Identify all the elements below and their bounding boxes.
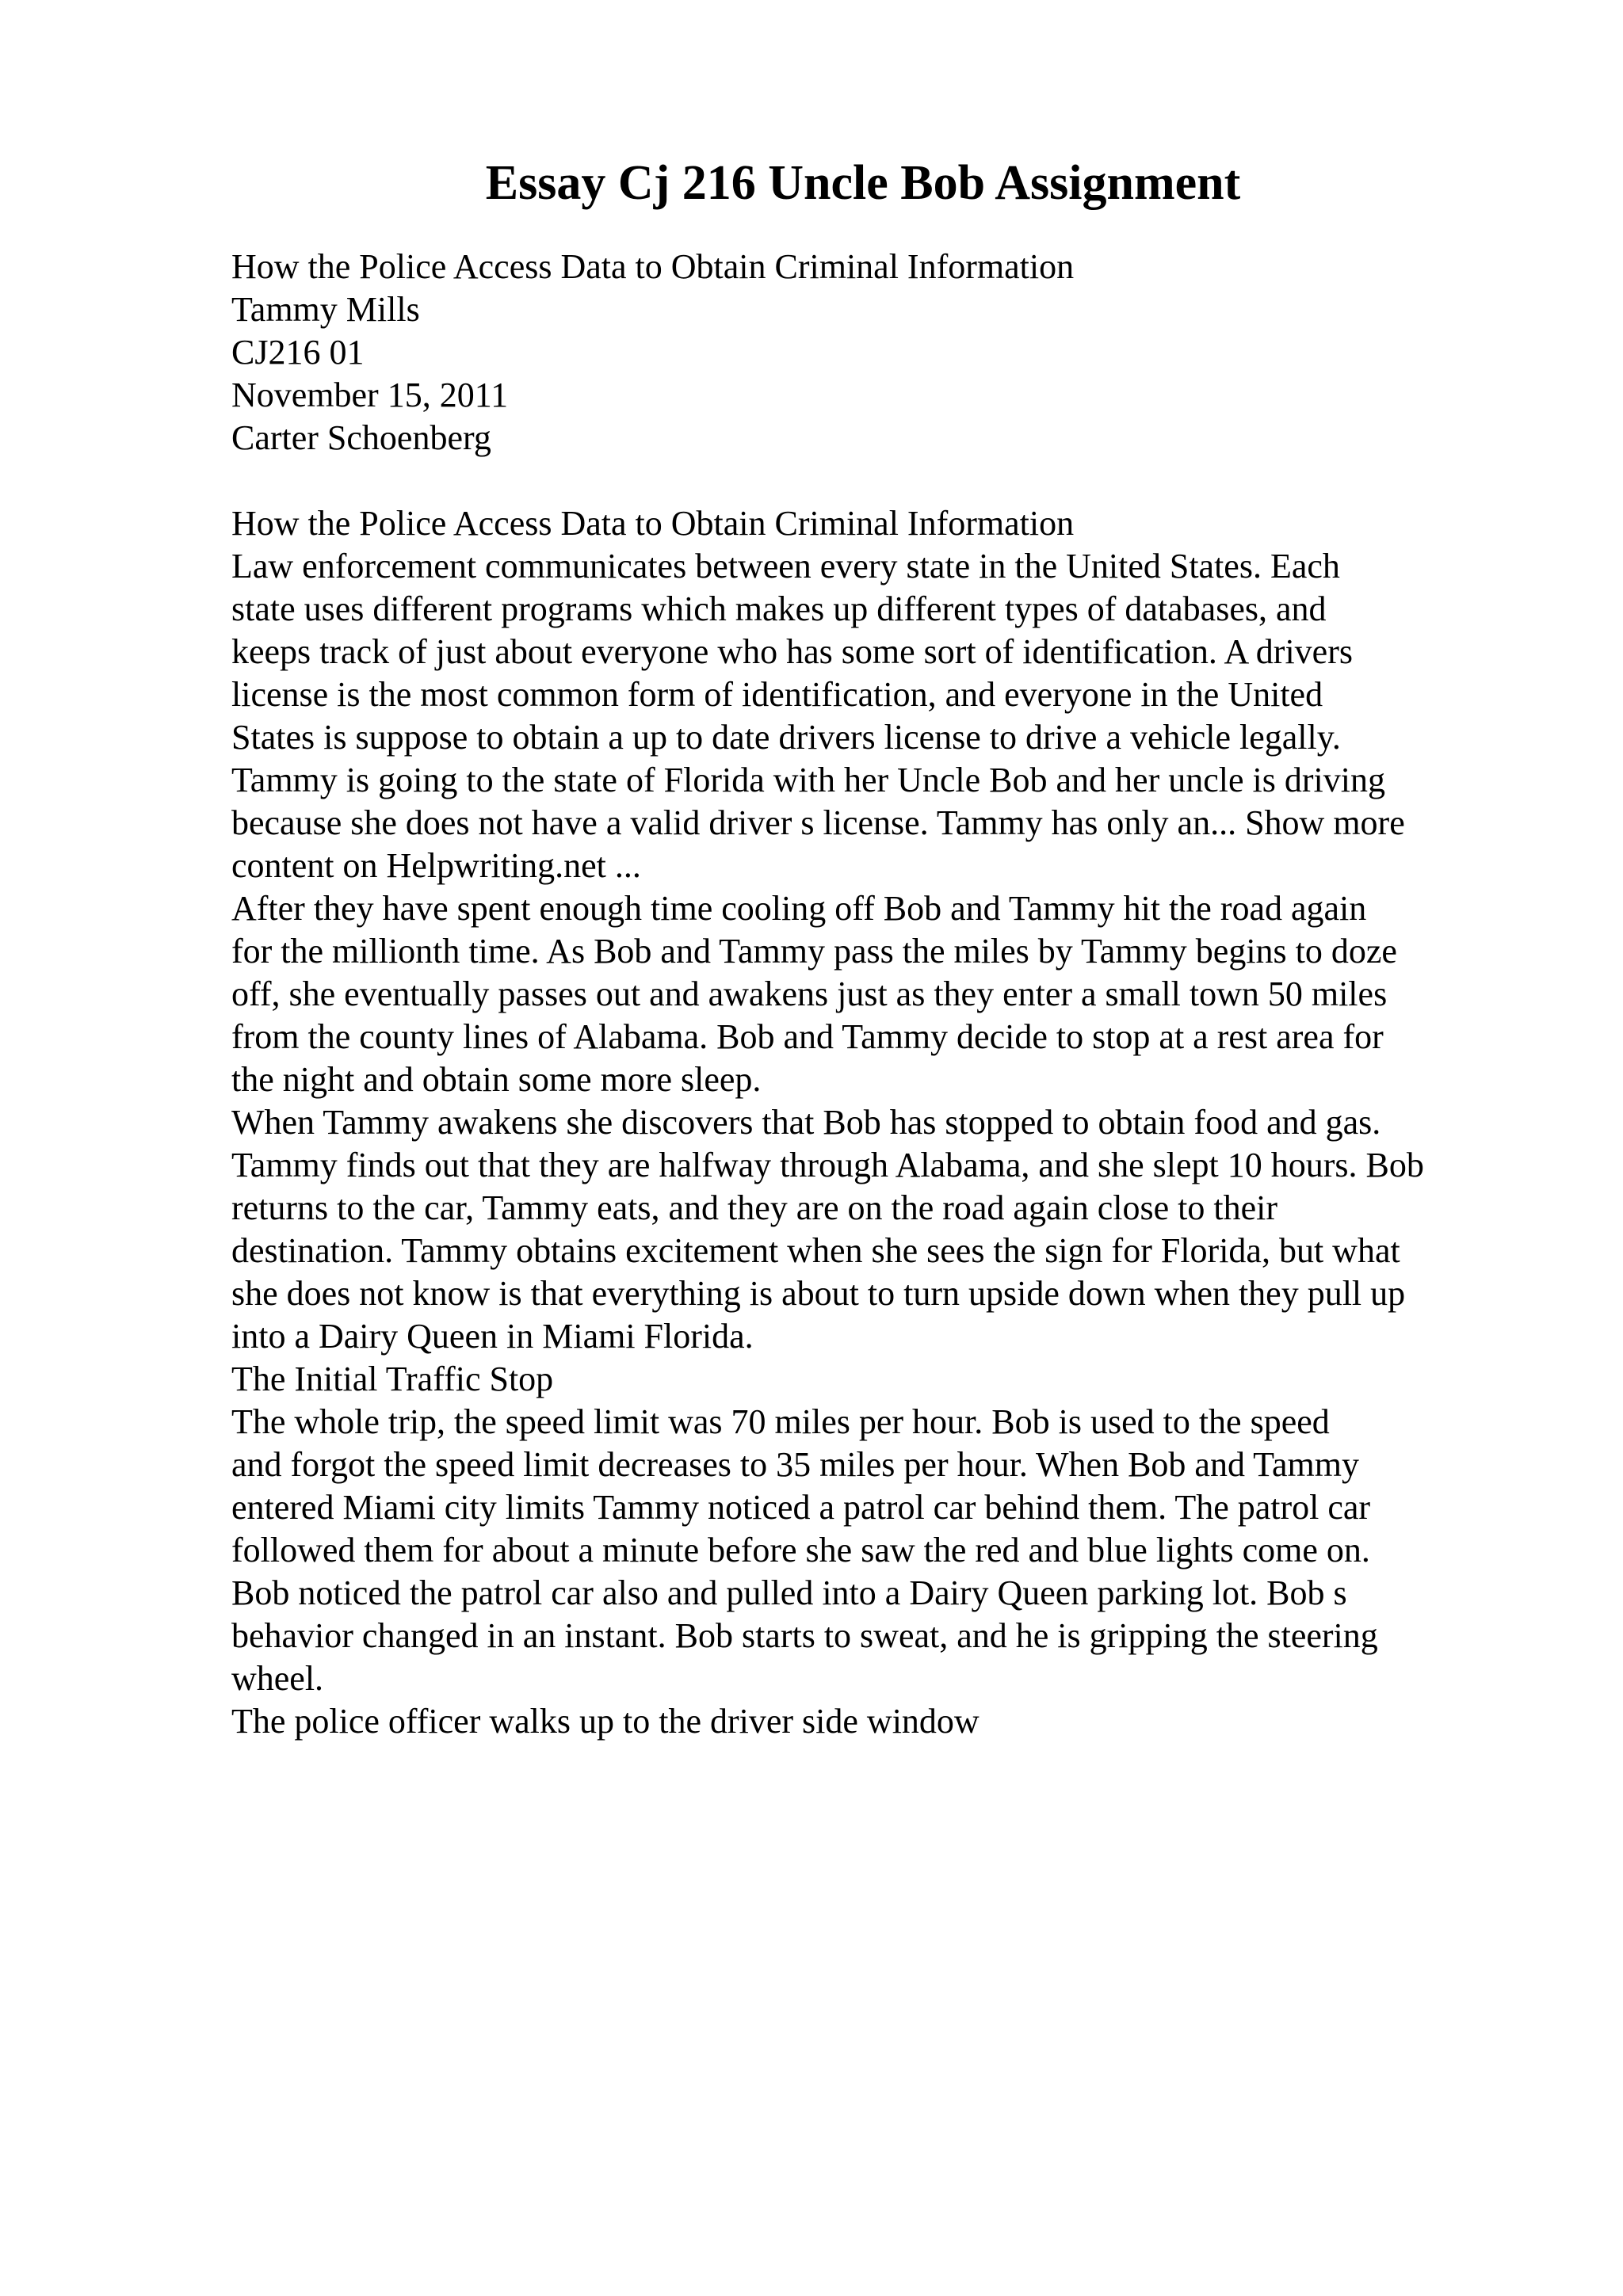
- body-line: The police officer walks up to the driver side window: [231, 1702, 980, 1741]
- body-line: and forgot the speed limit decreases to 35 miles per hour. When Bob and Tammy: [231, 1445, 1359, 1484]
- header-line: Tammy Mills: [231, 290, 420, 329]
- header-line: CJ216 01: [231, 333, 365, 372]
- body-line: the night and obtain some more sleep.: [231, 1060, 762, 1099]
- body-line: behavior changed in an instant. Bob starts to sweat, and he is gripping the steering: [231, 1616, 1378, 1655]
- header-line: November 15, 2011: [231, 376, 509, 414]
- header-line: How the Police Access Data to Obtain Criminal Information: [231, 247, 1075, 286]
- body-line-with-show-more: [231, 802, 1515, 845]
- document-content: [231, 246, 1515, 1743]
- body-line: Bob noticed the patrol car also and pulled into a Dairy Queen parking lot. Bob s: [231, 1573, 1347, 1612]
- body-line: Tammy finds out that they are halfway through Alabama, and she slept 10 hours. Bob: [231, 1146, 1424, 1184]
- body-line: for the millionth time. As Bob and Tammy pass the miles by Tammy begins to doze: [231, 932, 1397, 971]
- body-line: The whole trip, the speed limit was 70 miles per hour. Bob is used to the speed: [231, 1402, 1330, 1441]
- spacer: [231, 460, 1515, 502]
- show-more-link[interactable]: ... Show more: [1210, 803, 1405, 842]
- body-line: How the Police Access Data to Obtain Criminal Information: [231, 504, 1075, 543]
- body-line: because she does not have a valid driver s license. Tammy has only an: [231, 803, 1211, 842]
- body-line: entered Miami city limits Tammy noticed a patrol car behind them. The patrol car: [231, 1488, 1371, 1527]
- header-line: Carter Schoenberg: [231, 418, 491, 457]
- body-line: destination. Tammy obtains excitement when she sees the sign for Florida, but what: [231, 1231, 1400, 1270]
- body-line: keeps track of just about everyone who has some sort of identification. A drivers: [231, 632, 1353, 671]
- body-line: followed them for about a minute before she saw the red and blue lights come on.: [231, 1531, 1370, 1569]
- body-line: license is the most common form of identification, and everyone in the United: [231, 675, 1323, 714]
- body-line: States is suppose to obtain a up to date drivers license to drive a vehicle legally.: [231, 718, 1341, 757]
- body-line: from the county lines of Alabama. Bob and Tammy decide to stop at a rest area for: [231, 1017, 1384, 1056]
- document-title: Essay Cj 216 Uncle Bob Assignment: [485, 156, 1241, 210]
- body-line: After they have spent enough time cooling off Bob and Tammy hit the road again: [231, 889, 1367, 928]
- body-line: wheel.: [231, 1659, 324, 1698]
- body-line: When Tammy awakens she discovers that Bob has stopped to obtain food and gas.: [231, 1103, 1381, 1142]
- body-line: off, she eventually passes out and awakens just as they enter a small town 50 miles: [231, 974, 1388, 1013]
- body-line: returns to the car, Tammy eats, and they are on the road again close to their: [231, 1188, 1277, 1227]
- body-line: Law enforcement communicates between every state in the United States. Each: [231, 547, 1340, 585]
- header-block: [231, 246, 1515, 460]
- content-source-line: content on Helpwriting.net ...: [231, 846, 641, 885]
- body-line: Tammy is going to the state of Florida with her Uncle Bob and her uncle is driving: [231, 761, 1385, 799]
- essay-body: [231, 502, 1515, 1743]
- body-line: into a Dairy Queen in Miami Florida.: [231, 1317, 754, 1356]
- section-heading: The Initial Traffic Stop: [231, 1360, 554, 1398]
- body-line: state uses different programs which makes up different types of databases, and: [231, 589, 1327, 628]
- body-line: she does not know is that everything is about to turn upside down when they pull up: [231, 1274, 1406, 1313]
